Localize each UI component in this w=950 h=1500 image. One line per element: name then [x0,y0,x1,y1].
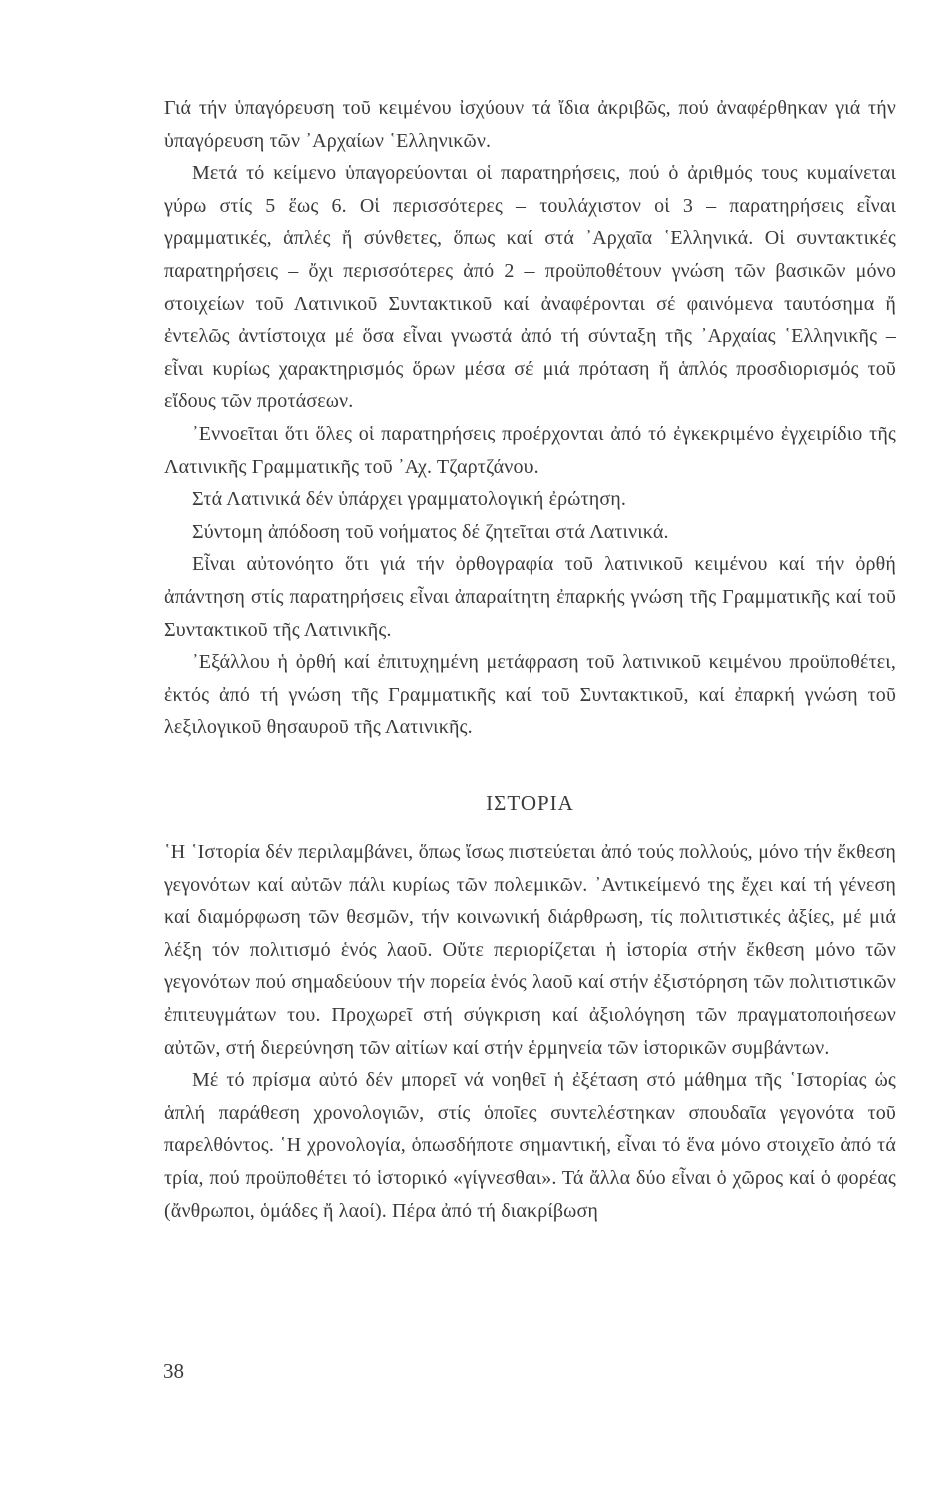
paragraph-dictation-rules: Γιά τήν ὑπαγόρευση τοῦ κειμένου ἰσχύουν τά ἴδια ἀκριβῶς, πού ἀναφέρθηκαν γιά τήν ὑπαγόρευση τῶν ᾿Αρχαίων ῾Ελληνικῶν. [164,97,896,152]
paragraph-no-literary-question: Στά Λατινικά δέν ὑπάρχει γραμματολογική ἐρώτηση. [192,488,627,511]
paragraph-history-chronology: Μέ τό πρίσμα αὐτό δέν μπορεῖ νά νοηθεῖ ἡ ἐξέταση στό μάθημα τῆς ῾Ιστορίας ὡς ἁπλή παράθεση χρονολογιῶν, στίς ὁποῖες συντελέστηκαν σπουδαῖα γεγονότα τοῦ παρελθόντος. ῾Η χρονολογία, ὁπωσδήποτε σημαντική, εἶναι τό ἕνα μόνο στοιχεῖο ἀπό τά τρία, πού προϋποθέτει τό ἱστορικό «γίγνεσθαι». Τά ἄλλα δύο εἶναι ὁ χῶρος καί ὁ φορέας (ἄνθρωποι, ὁμάδες ἤ λαοί). Πέρα ἀπό τή διακρίβωση [164,1069,896,1222]
paragraph-approved-grammar: ᾿Εννοεῖται ὅτι ὅλες οἱ παρατηρήσεις προέρχονται ἀπό τό ἐγκεκριμένο ἐγχειρίδιο τῆς Λατινικῆς Γραμματικῆς τοῦ ᾿Αχ. Τζαρτζάνου. [164,422,896,478]
section-heading-history: ΙΣΤΟΡΙΑ [486,791,574,815]
intro-text-block [164,92,896,744]
paragraph-history-scope: ῾Η ῾Ιστορία δέν περιλαμβάνει, ὅπως ἴσως πιστεύεται ἀπό τούς πολλούς, μόνο τήν ἔκθεση γεγονότων καί αὐτῶν πάλι κυρίως τῶν πολεμικῶν. ᾿Αντικείμενό της ἔχει καί τή γένεση καί διαμόρφωση τῶν θεσμῶν, τήν κοινωνική διάρθρωση, τίς πολιτιστικές ἀξίες, μέ μιά λέξη τόν πολιτισμό ἑνός λαοῦ. Οὔτε περιορίζεται ἡ ἱστορία στήν ἔκθεση μόνο τῶν γεγονότων πού σημαδεύουν τήν πορεία ἑνός λαοῦ καί στήν ἐξιστόρηση τῶν πολιτιστικῶν ἐπιτευγμάτων του. Προχωρεῖ στή σύγκριση καί ἀξιολόγηση τῶν πραγματοποιήσεων αὐτῶν, στή διερεύνηση τῶν αἰτίων καί στήν ἑρμηνεία τῶν ἱστορικῶν συμβάντων. [164,841,896,1059]
paragraph-observations: Μετά τό κείμενο ὑπαγορεύονται οἱ παρατηρήσεις, πού ὁ ἀριθμός τους κυμαίνεται γύρω στίς 5 ἕως 6. Οἱ περισσότερες – τουλάχιστον οἱ 3 – παρατηρήσεις εἶναι γραμματικές, ἁπλές ἤ σύνθετες, ὅπως καί στά ᾿Αρχαῖα ῾Ελληνικά. Οἱ συντακτικές παρατηρήσεις – ὄχι περισσότερες ἀπό 2 – προϋποθέτουν γνώση τῶν βασικῶν μόνο στοιχείων τοῦ Λατινικοῦ Συντακτικοῦ καί ἀναφέρονται σέ φαινόμενα ταυτόσημα ἤ ἐντελῶς ἀντίστοιχα μέ ὅσα εἶναι γνωστά ἀπό τή σύνταξη τῆς ᾿Αρχαίας ῾Ελληνικῆς – εἶναι κυρίως χαρακτηρισμός ὅρων μέσα σέ μιά πρόταση ἤ ἁπλός προσδιορισμός τοῦ εἴδους τῶν προτάσεων. [164,162,896,413]
paragraph-no-summary: Σύντομη ἀπόδοση τοῦ νοήματος δέ ζητεῖται στά Λατινικά. [192,520,669,543]
paragraph-grammar-knowledge: Εἶναι αὐτονόητο ὅτι γιά τήν ὀρθογραφία τοῦ λατινικοῦ κειμένου καί τήν ὀρθή ἀπάντηση στίς παρατηρήσεις εἶναι ἀπαραίτητη ἐπαρκής γνώση τῆς Γραμματικῆς καί τοῦ Συντακτικοῦ τῆς Λατινικῆς. [164,553,896,641]
page-number: 38 [163,1359,184,1383]
history-text-block [164,836,896,1227]
paragraph-vocabulary-knowledge: ᾿Εξάλλου ἡ ὀρθή καί ἐπιτυχημένη μετάφραση τοῦ λατινικοῦ κειμένου προϋποθέτει, ἐκτός ἀπό τή γνώση τῆς Γραμματικῆς καί τοῦ Συντακτικοῦ, καί ἐπαρκή γνώση τοῦ λεξιλογικοῦ θησαυροῦ τῆς Λατινικῆς. [164,651,896,739]
